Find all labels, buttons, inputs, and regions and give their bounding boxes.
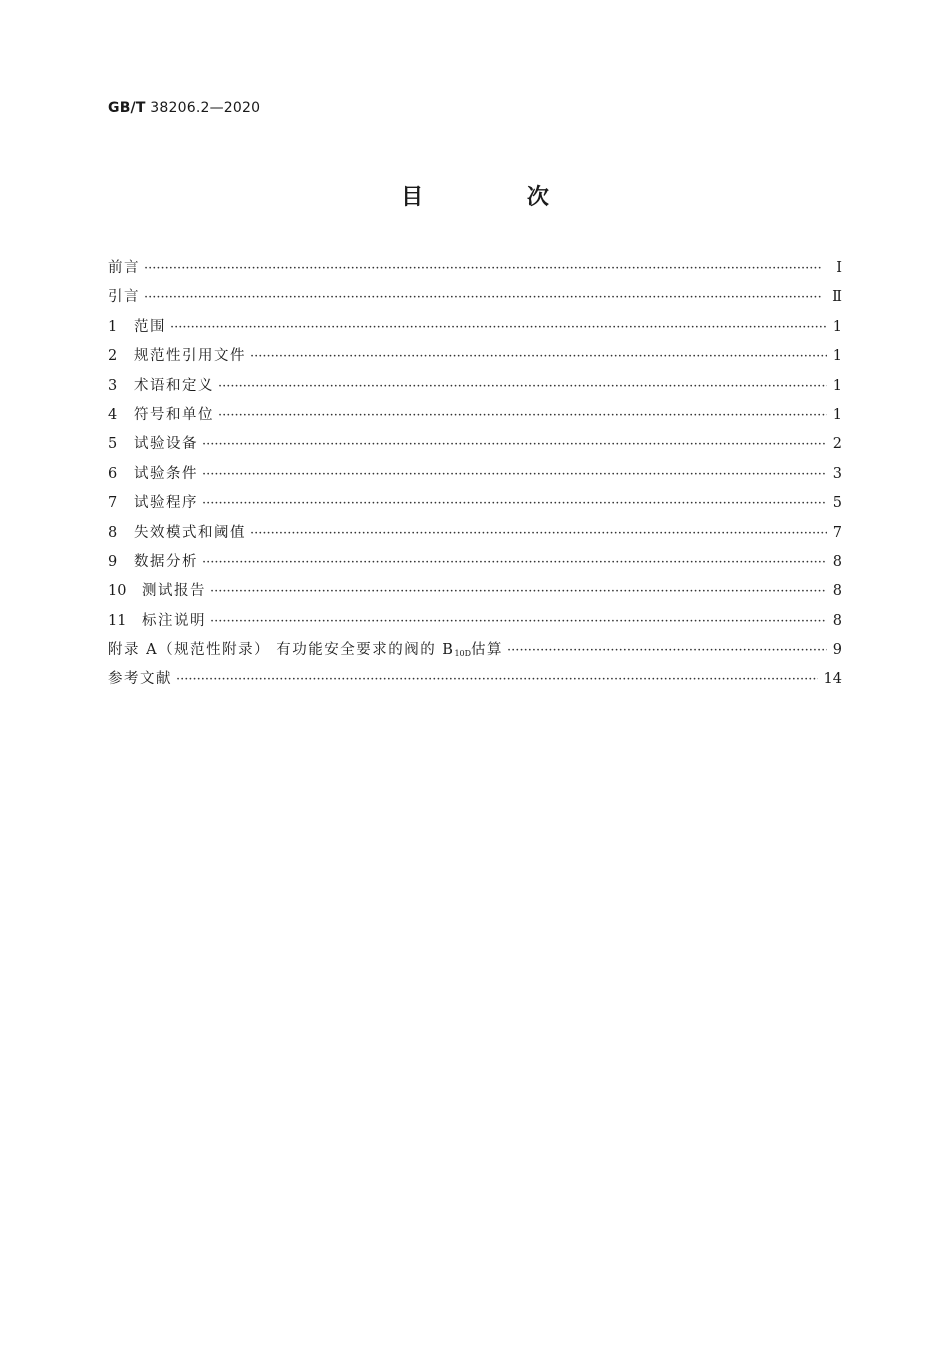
toc-entry-label-subscript: 10D xyxy=(454,649,472,659)
toc-entry-page: 9 xyxy=(832,642,842,659)
toc-entry-label: 测试报告 xyxy=(142,583,206,600)
toc-entry-9[interactable] xyxy=(108,550,842,579)
toc-leader-dots xyxy=(176,672,818,687)
toc-entry-number: 10 xyxy=(108,583,127,600)
toc-entry-number: 1 xyxy=(108,318,118,335)
toc-entry-page: 8 xyxy=(832,583,842,600)
toc-entry-2[interactable] xyxy=(108,344,842,373)
toc-entry-page: 2 xyxy=(832,436,842,453)
toc-entry-7[interactable] xyxy=(108,491,842,520)
table-of-contents xyxy=(108,256,842,697)
toc-entry-number: 9 xyxy=(108,553,118,570)
toc-entry-page: 8 xyxy=(832,612,842,629)
toc-entry-label: 前言 xyxy=(108,260,140,276)
toc-entry-4[interactable] xyxy=(108,403,842,432)
toc-entry-8[interactable] xyxy=(108,521,842,550)
toc-entry-10[interactable] xyxy=(108,579,842,608)
toc-entry-label-main: 附录 A（规范性附录） 有功能安全要求的阀的 B xyxy=(108,642,455,659)
toc-entry-label xyxy=(108,638,507,659)
toc-leader-dots xyxy=(210,614,827,629)
toc-leader-dots xyxy=(250,349,827,364)
toc-entry-page: Ⅱ xyxy=(832,289,842,306)
toc-entry-label: 范围 xyxy=(134,318,166,335)
toc-entry-label: 术语和定义 xyxy=(134,377,214,394)
toc-title: 目 次 xyxy=(401,185,597,210)
document-code xyxy=(108,100,260,116)
toc-entry-page: 1 xyxy=(832,318,842,335)
toc-entry-number: 5 xyxy=(108,436,118,453)
toc-entry-number: 3 xyxy=(108,377,118,394)
toc-leader-dots xyxy=(202,467,827,482)
toc-entry-introduction[interactable] xyxy=(108,285,842,314)
toc-entry-page: 5 xyxy=(832,495,842,512)
toc-entry-preface[interactable] xyxy=(108,256,842,285)
toc-leader-dots xyxy=(210,584,827,599)
toc-entry-number: 4 xyxy=(108,406,118,423)
toc-entry-page: 8 xyxy=(832,553,842,570)
toc-entry-number: 6 xyxy=(108,465,118,482)
toc-leader-dots xyxy=(250,526,827,541)
toc-leader-dots xyxy=(202,437,827,452)
toc-entry-number: 2 xyxy=(108,348,118,365)
toc-leader-dots xyxy=(170,320,827,335)
toc-entry-page: 3 xyxy=(832,465,842,482)
toc-entry-6[interactable] xyxy=(108,462,842,491)
toc-leader-dots xyxy=(144,290,826,305)
toc-entry-page: 1 xyxy=(832,406,842,423)
toc-entry-number: 7 xyxy=(108,495,118,512)
toc-leader-dots xyxy=(144,261,830,276)
toc-leader-dots xyxy=(507,643,827,658)
document-code-number: 38206.2—2020 xyxy=(150,100,261,116)
toc-leader-dots xyxy=(218,379,827,394)
toc-entry-label: 试验程序 xyxy=(134,495,198,512)
toc-entry-bibliography[interactable] xyxy=(108,667,842,696)
toc-entry-1[interactable] xyxy=(108,315,842,344)
toc-entry-page: 14 xyxy=(823,671,842,688)
toc-entry-label: 参考文献 xyxy=(108,671,172,688)
toc-entry-page: Ⅰ xyxy=(836,260,842,276)
toc-entry-5[interactable] xyxy=(108,432,842,461)
toc-entry-label-suffix: 估算 xyxy=(471,642,504,659)
toc-entry-11[interactable] xyxy=(108,609,842,638)
toc-entry-3[interactable] xyxy=(108,374,842,403)
toc-entry-label: 引言 xyxy=(108,289,140,306)
toc-leader-dots xyxy=(202,555,827,570)
toc-entry-number: 11 xyxy=(108,612,127,629)
toc-entry-page: 1 xyxy=(832,348,842,365)
toc-entry-label: 试验设备 xyxy=(134,436,198,453)
toc-entry-label: 标注说明 xyxy=(142,612,206,629)
document-code-prefix: GB/T xyxy=(108,100,146,116)
toc-entry-label: 数据分析 xyxy=(134,553,198,570)
toc-entry-number: 8 xyxy=(108,524,118,541)
toc-entry-page: 7 xyxy=(832,524,842,541)
toc-entry-label: 符号和单位 xyxy=(134,406,214,423)
toc-leader-dots xyxy=(202,496,827,511)
toc-entry-label: 失效模式和阈值 xyxy=(134,524,246,541)
toc-entry-page: 1 xyxy=(832,377,842,394)
toc-entry-annex-a[interactable] xyxy=(108,638,842,667)
toc-entry-label: 试验条件 xyxy=(134,465,198,482)
toc-entry-label: 规范性引用文件 xyxy=(134,348,246,365)
toc-leader-dots xyxy=(218,408,827,423)
